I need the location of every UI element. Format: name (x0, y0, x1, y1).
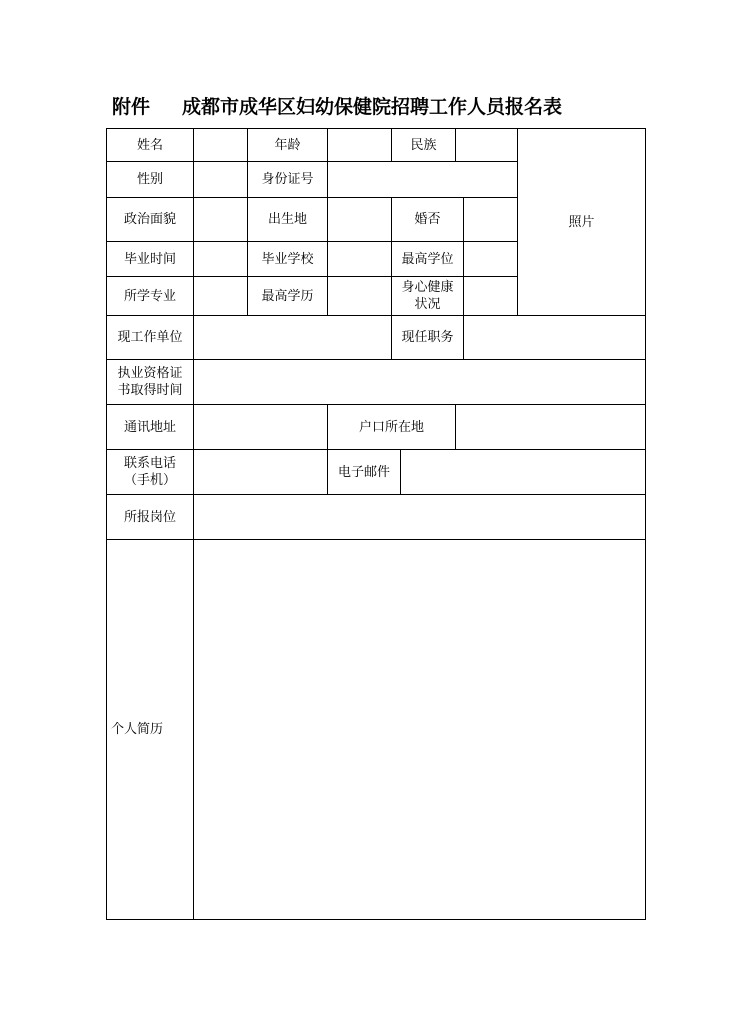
phone-field[interactable] (194, 450, 327, 494)
health-status-field[interactable] (464, 277, 517, 315)
page-title: 成都市成华区妇幼保健院招聘工作人员报名表 (182, 96, 563, 118)
political-status-field[interactable] (194, 198, 247, 241)
applied-post-label: 所报岗位 (123, 509, 176, 525)
birthplace-label: 出生地 (267, 212, 307, 227)
age-label: 年龄 (274, 137, 301, 153)
political-status-label: 政治面貌 (123, 212, 176, 227)
highest-education-label: 最高学历 (261, 288, 314, 304)
phone-label (107, 450, 193, 494)
form-title (112, 92, 562, 124)
highest-education-field[interactable] (328, 277, 391, 315)
resume-label: 个人简历 (111, 722, 164, 737)
major-field[interactable] (194, 277, 247, 315)
marital-status-label: 婚否 (414, 212, 441, 227)
household-registration-field[interactable] (456, 405, 645, 449)
age-field[interactable] (328, 129, 391, 161)
name-field[interactable] (194, 129, 247, 161)
gender-label: 性别 (136, 172, 163, 187)
highest-degree-field[interactable] (464, 242, 517, 276)
email-label: 电子邮件 (337, 464, 390, 480)
graduation-time-field[interactable] (194, 242, 247, 276)
license-time-label (107, 360, 193, 404)
health-status-line2: 状况 (414, 297, 441, 312)
ethnicity-label: 民族 (410, 137, 437, 153)
phone-line1: 联系电话 (123, 456, 176, 471)
current-employer-field[interactable] (194, 316, 391, 359)
birthplace-field[interactable] (328, 198, 391, 241)
address-field[interactable] (194, 405, 327, 449)
health-status-line1: 身心健康 (401, 280, 454, 295)
current-position-label: 现任职务 (401, 330, 454, 345)
ethnicity-field[interactable] (456, 129, 517, 161)
gender-field[interactable] (194, 162, 247, 197)
name-label: 姓名 (136, 137, 163, 153)
photo-label: 照片 (568, 214, 595, 230)
email-field[interactable] (401, 450, 645, 494)
id-number-label: 身份证号 (261, 172, 314, 187)
license-time-line2: 书取得时间 (117, 383, 183, 398)
highest-degree-label: 最高学位 (401, 251, 454, 267)
license-time-line1: 执业资格证 (117, 366, 183, 381)
applied-post-field[interactable] (194, 495, 645, 539)
table-border-bottom (106, 919, 646, 920)
attachment-label: 附件 (112, 96, 151, 118)
marital-status-field[interactable] (464, 198, 517, 241)
current-employer-label: 现工作单位 (117, 330, 183, 345)
resume-field[interactable] (194, 540, 645, 919)
health-status-label (392, 277, 463, 315)
license-time-field[interactable] (194, 360, 645, 404)
current-position-field[interactable] (464, 316, 645, 359)
id-number-field[interactable] (328, 162, 517, 197)
household-registration-label: 户口所在地 (358, 419, 424, 435)
graduation-school-label: 毕业学校 (261, 251, 314, 267)
major-label: 所学专业 (123, 288, 176, 304)
graduation-school-field[interactable] (328, 242, 391, 276)
graduation-time-label: 毕业时间 (123, 251, 176, 267)
address-label: 通讯地址 (123, 419, 176, 435)
table-border-right (645, 128, 646, 920)
phone-line2: （手机） (123, 473, 176, 488)
